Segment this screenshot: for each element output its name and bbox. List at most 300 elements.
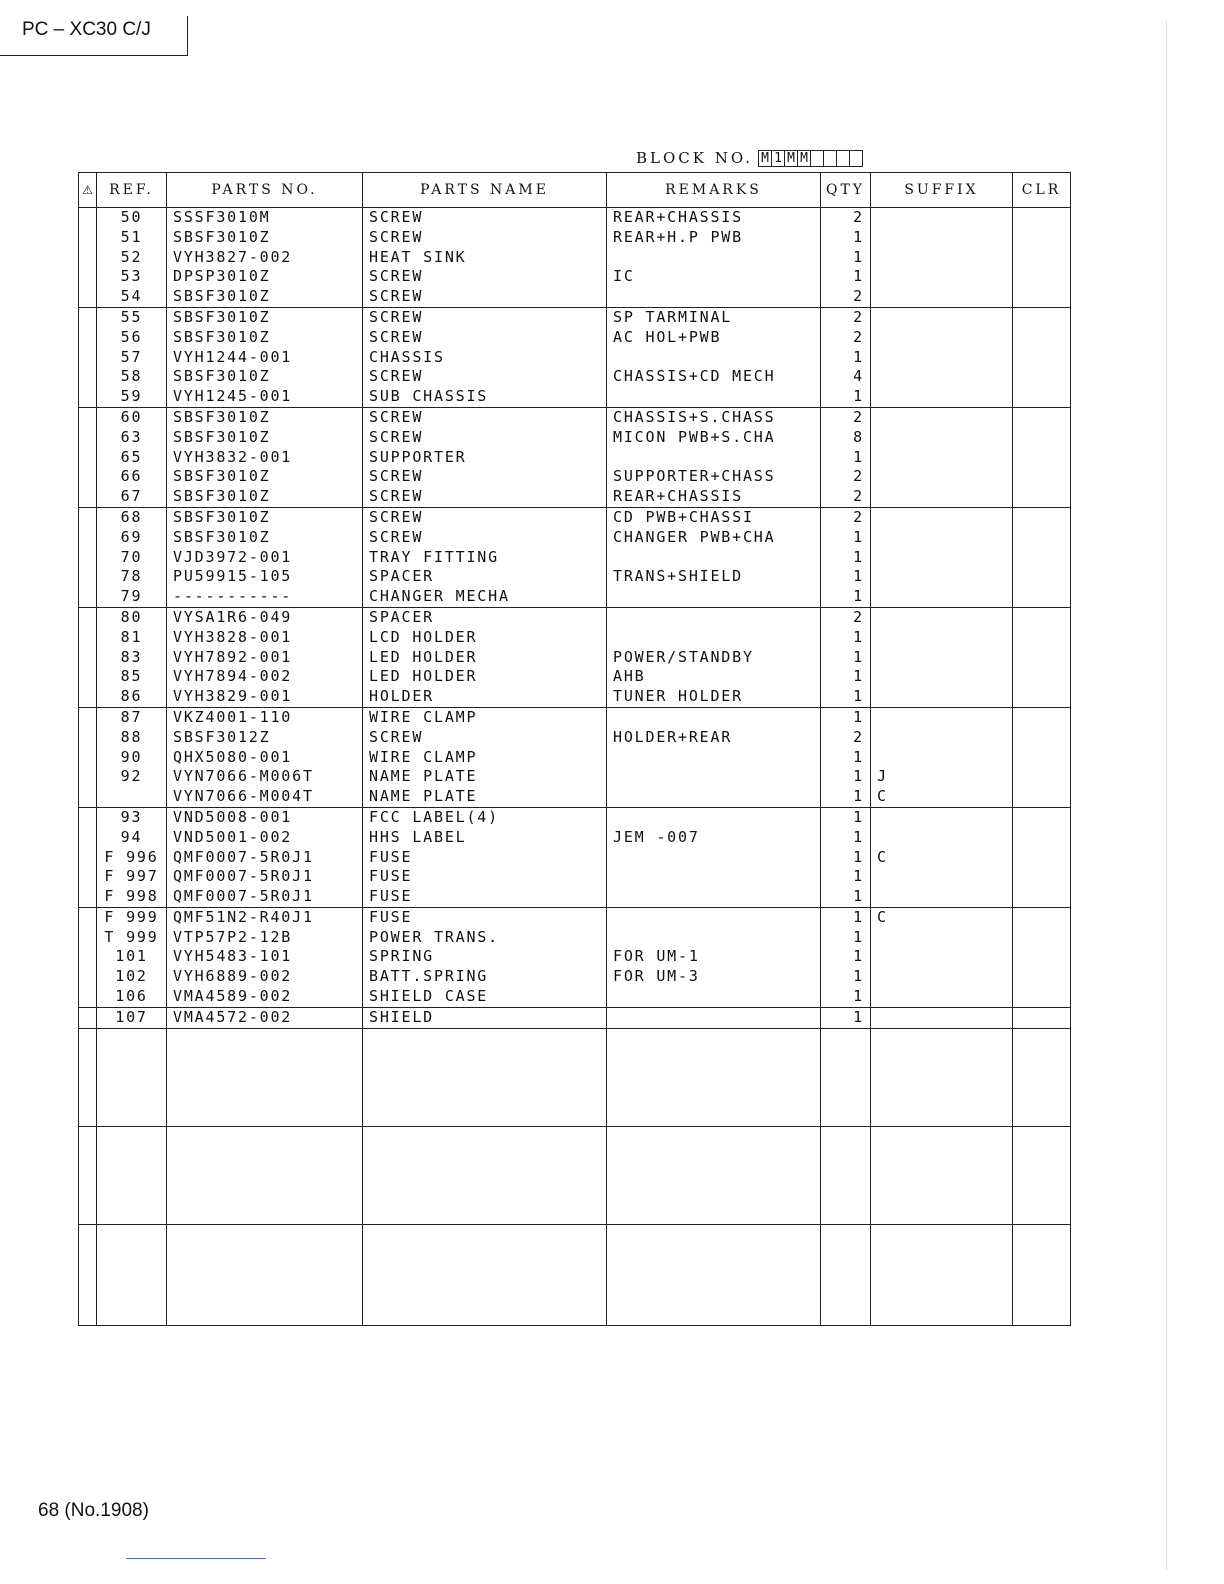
table-row xyxy=(79,307,1071,327)
parts-name-cell: BATT.SPRING xyxy=(363,967,607,987)
qty-cell: 1 xyxy=(821,907,871,927)
table-row xyxy=(79,407,1071,427)
remarks-cell: MICON PWB+S.CHA xyxy=(607,428,821,448)
caution-cell xyxy=(79,287,97,307)
parts-no-cell: PU59915-105 xyxy=(167,567,363,587)
clr-cell xyxy=(1013,448,1071,468)
ref-cell: 78 xyxy=(97,567,167,587)
parts-no-cell: SSSF3010M xyxy=(167,208,363,228)
caution-cell xyxy=(79,567,97,587)
parts-name-cell: CHANGER MECHA xyxy=(363,587,607,607)
ref-cell: 59 xyxy=(97,387,167,407)
remarks-cell xyxy=(607,987,821,1007)
col-header-parts-no: PARTS NO. xyxy=(167,173,363,208)
parts-name-cell: LCD HOLDER xyxy=(363,628,607,648)
page-edge-rule xyxy=(1166,20,1167,1570)
caution-cell xyxy=(79,967,97,987)
table-row xyxy=(79,887,1071,907)
col-header-caution xyxy=(79,173,97,208)
empty-cell xyxy=(871,1028,1013,1126)
ref-cell: 90 xyxy=(97,748,167,768)
suffix-cell xyxy=(871,728,1013,748)
parts-no-cell: SBSF3010Z xyxy=(167,428,363,448)
clr-cell xyxy=(1013,428,1071,448)
parts-name-cell: SCREW xyxy=(363,208,607,228)
remarks-cell xyxy=(607,748,821,768)
clr-cell xyxy=(1013,628,1071,648)
ref-cell: 102 xyxy=(97,967,167,987)
clr-cell xyxy=(1013,467,1071,487)
suffix-cell: J xyxy=(871,767,1013,787)
remarks-cell xyxy=(607,248,821,268)
qty-cell: 1 xyxy=(821,387,871,407)
parts-name-cell: SCREW xyxy=(363,407,607,427)
ref-cell: 67 xyxy=(97,487,167,507)
remarks-cell xyxy=(607,887,821,907)
qty-cell: 1 xyxy=(821,348,871,368)
parts-no-cell: QHX5080-001 xyxy=(167,748,363,768)
suffix-cell xyxy=(871,667,1013,687)
remarks-cell xyxy=(607,607,821,627)
qty-cell: 1 xyxy=(821,548,871,568)
qty-cell: 1 xyxy=(821,567,871,587)
parts-name-cell: SCREW xyxy=(363,267,607,287)
parts-name-cell: FUSE xyxy=(363,887,607,907)
qty-cell: 1 xyxy=(821,667,871,687)
remarks-cell xyxy=(607,807,821,827)
caution-cell xyxy=(79,387,97,407)
table-row xyxy=(79,728,1071,748)
parts-no-cell: VYH3827-002 xyxy=(167,248,363,268)
qty-cell: 1 xyxy=(821,248,871,268)
table-row xyxy=(79,667,1071,687)
clr-cell xyxy=(1013,367,1071,387)
suffix-cell xyxy=(871,967,1013,987)
table-row xyxy=(79,448,1071,468)
ref-cell: F 999 xyxy=(97,907,167,927)
ref-cell: 57 xyxy=(97,348,167,368)
caution-cell xyxy=(79,267,97,287)
clr-cell xyxy=(1013,947,1071,967)
qty-cell: 1 xyxy=(821,228,871,248)
parts-name-cell: SCREW xyxy=(363,528,607,548)
remarks-cell: IC xyxy=(607,267,821,287)
parts-no-cell: SBSF3010Z xyxy=(167,287,363,307)
empty-cell xyxy=(1013,1126,1071,1224)
table-row xyxy=(79,867,1071,887)
parts-name-cell: POWER TRANS. xyxy=(363,928,607,948)
suffix-cell xyxy=(871,467,1013,487)
block-cell: M xyxy=(758,150,772,167)
qty-cell: 1 xyxy=(821,707,871,727)
parts-no-cell: SBSF3010Z xyxy=(167,528,363,548)
remarks-cell xyxy=(607,548,821,568)
caution-cell xyxy=(79,667,97,687)
parts-no-cell: SBSF3010Z xyxy=(167,407,363,427)
empty-cell xyxy=(1013,1028,1071,1126)
empty-cell xyxy=(821,1126,871,1224)
parts-no-cell: VND5008-001 xyxy=(167,807,363,827)
block-cell: 1 xyxy=(771,150,785,167)
empty-cell xyxy=(607,1126,821,1224)
remarks-cell: REAR+CHASSIS xyxy=(607,208,821,228)
empty-cell xyxy=(363,1126,607,1224)
clr-cell xyxy=(1013,587,1071,607)
clr-cell xyxy=(1013,848,1071,868)
qty-cell: 2 xyxy=(821,307,871,327)
parts-no-cell: SBSF3010Z xyxy=(167,487,363,507)
empty-cell xyxy=(97,1224,167,1325)
suffix-cell xyxy=(871,208,1013,228)
caution-cell xyxy=(79,648,97,668)
clr-cell xyxy=(1013,807,1071,827)
clr-cell xyxy=(1013,867,1071,887)
ref-cell: 55 xyxy=(97,307,167,327)
caution-cell xyxy=(79,228,97,248)
clr-cell xyxy=(1013,748,1071,768)
qty-cell: 1 xyxy=(821,648,871,668)
suffix-cell: C xyxy=(871,848,1013,868)
remarks-cell: FOR UM-1 xyxy=(607,947,821,967)
ref-cell: 69 xyxy=(97,528,167,548)
parts-name-cell: SHIELD xyxy=(363,1007,607,1028)
empty-cell xyxy=(1013,1224,1071,1325)
suffix-cell xyxy=(871,548,1013,568)
qty-cell: 1 xyxy=(821,867,871,887)
clr-cell xyxy=(1013,1007,1071,1028)
empty-cell xyxy=(167,1028,363,1126)
suffix-cell xyxy=(871,507,1013,527)
clr-cell xyxy=(1013,348,1071,368)
ref-cell: 53 xyxy=(97,267,167,287)
empty-cell xyxy=(871,1224,1013,1325)
qty-cell: 2 xyxy=(821,407,871,427)
suffix-cell xyxy=(871,587,1013,607)
caution-cell xyxy=(79,507,97,527)
clr-cell xyxy=(1013,528,1071,548)
col-header-clr: CLR xyxy=(1013,173,1071,208)
block-cell xyxy=(810,150,824,167)
parts-no-cell: VYN7066-M006T xyxy=(167,767,363,787)
ref-cell: 79 xyxy=(97,587,167,607)
table-row xyxy=(79,748,1071,768)
clr-cell xyxy=(1013,407,1071,427)
caution-cell xyxy=(79,707,97,727)
qty-cell: 1 xyxy=(821,987,871,1007)
ref-cell: 81 xyxy=(97,628,167,648)
remarks-cell: AHB xyxy=(607,667,821,687)
caution-cell xyxy=(79,407,97,427)
clr-cell xyxy=(1013,208,1071,228)
suffix-cell xyxy=(871,228,1013,248)
table-row xyxy=(79,387,1071,407)
ref-cell: 106 xyxy=(97,987,167,1007)
clr-cell xyxy=(1013,567,1071,587)
suffix-cell xyxy=(871,248,1013,268)
ref-cell: F 998 xyxy=(97,887,167,907)
parts-name-cell: NAME PLATE xyxy=(363,767,607,787)
table-row xyxy=(79,648,1071,668)
parts-no-cell: VJD3972-001 xyxy=(167,548,363,568)
clr-cell xyxy=(1013,967,1071,987)
parts-no-cell: VYH3828-001 xyxy=(167,628,363,648)
caution-cell xyxy=(79,487,97,507)
caution-cell xyxy=(79,787,97,807)
clr-cell xyxy=(1013,687,1071,707)
empty-cell xyxy=(79,1224,97,1325)
suffix-cell xyxy=(871,928,1013,948)
warning-triangle-icon: ⚠ xyxy=(82,183,93,197)
clr-cell xyxy=(1013,607,1071,627)
parts-no-cell: SBSF3012Z xyxy=(167,728,363,748)
suffix-cell xyxy=(871,887,1013,907)
parts-no-cell: VMA4572-002 xyxy=(167,1007,363,1028)
block-cell xyxy=(849,150,863,167)
suffix-cell: C xyxy=(871,907,1013,927)
remarks-cell: POWER/STANDBY xyxy=(607,648,821,668)
remarks-cell xyxy=(607,767,821,787)
parts-name-cell: SCREW xyxy=(363,367,607,387)
parts-name-cell: HOLDER xyxy=(363,687,607,707)
ref-cell: 80 xyxy=(97,607,167,627)
qty-cell: 1 xyxy=(821,848,871,868)
ref-cell: 94 xyxy=(97,828,167,848)
suffix-cell xyxy=(871,828,1013,848)
table-row xyxy=(79,787,1071,807)
remarks-cell: AC HOL+PWB xyxy=(607,328,821,348)
ref-cell: 66 xyxy=(97,467,167,487)
table-row xyxy=(79,587,1071,607)
qty-cell: 2 xyxy=(821,607,871,627)
remarks-cell xyxy=(607,448,821,468)
table-row xyxy=(79,967,1071,987)
table-row xyxy=(79,228,1071,248)
col-header-qty: QTY xyxy=(821,173,871,208)
parts-no-cell: QMF0007-5R0J1 xyxy=(167,887,363,907)
clr-cell xyxy=(1013,507,1071,527)
remarks-cell xyxy=(607,348,821,368)
empty-cell xyxy=(97,1028,167,1126)
empty-row xyxy=(79,1028,1071,1126)
qty-cell: 1 xyxy=(821,448,871,468)
ref-cell: 63 xyxy=(97,428,167,448)
clr-cell xyxy=(1013,887,1071,907)
parts-name-cell: SHIELD CASE xyxy=(363,987,607,1007)
caution-cell xyxy=(79,687,97,707)
parts-no-cell: VYH7894-002 xyxy=(167,667,363,687)
parts-name-cell: SUPPORTER xyxy=(363,448,607,468)
caution-cell xyxy=(79,348,97,368)
parts-name-cell: HEAT SINK xyxy=(363,248,607,268)
parts-no-cell: QMF0007-5R0J1 xyxy=(167,848,363,868)
qty-cell: 1 xyxy=(821,828,871,848)
block-number-label: BLOCK NO. xyxy=(636,149,754,167)
qty-cell: 8 xyxy=(821,428,871,448)
clr-cell xyxy=(1013,548,1071,568)
ref-cell: 107 xyxy=(97,1007,167,1028)
ref-cell: 50 xyxy=(97,208,167,228)
suffix-cell xyxy=(871,528,1013,548)
page-number: 68 (No.1908) xyxy=(38,1500,149,1521)
clr-cell xyxy=(1013,907,1071,927)
caution-cell xyxy=(79,907,97,927)
empty-cell xyxy=(871,1126,1013,1224)
qty-cell: 4 xyxy=(821,367,871,387)
table-row xyxy=(79,287,1071,307)
qty-cell: 1 xyxy=(821,528,871,548)
table-row xyxy=(79,848,1071,868)
block-number xyxy=(636,148,863,168)
table-row xyxy=(79,828,1071,848)
caution-cell xyxy=(79,607,97,627)
caution-cell xyxy=(79,467,97,487)
parts-name-cell: WIRE CLAMP xyxy=(363,707,607,727)
qty-cell: 1 xyxy=(821,967,871,987)
suffix-cell xyxy=(871,607,1013,627)
remarks-cell: JEM -007 xyxy=(607,828,821,848)
clr-cell xyxy=(1013,728,1071,748)
clr-cell xyxy=(1013,248,1071,268)
remarks-cell xyxy=(607,628,821,648)
suffix-cell xyxy=(871,407,1013,427)
qty-cell: 2 xyxy=(821,728,871,748)
ref-cell: 101 xyxy=(97,947,167,967)
caution-cell xyxy=(79,248,97,268)
parts-no-cell: SBSF3010Z xyxy=(167,228,363,248)
caution-cell xyxy=(79,987,97,1007)
suffix-cell: C xyxy=(871,787,1013,807)
footer-rule xyxy=(126,1558,266,1559)
caution-cell xyxy=(79,307,97,327)
suffix-cell xyxy=(871,1007,1013,1028)
remarks-cell: TUNER HOLDER xyxy=(607,687,821,707)
remarks-cell xyxy=(607,907,821,927)
table-row xyxy=(79,928,1071,948)
caution-cell xyxy=(79,728,97,748)
qty-cell: 1 xyxy=(821,748,871,768)
empty-cell xyxy=(607,1028,821,1126)
empty-cell xyxy=(607,1224,821,1325)
qty-cell: 2 xyxy=(821,208,871,228)
qty-cell: 1 xyxy=(821,1007,871,1028)
ref-cell: 85 xyxy=(97,667,167,687)
clr-cell xyxy=(1013,648,1071,668)
ref-cell: 70 xyxy=(97,548,167,568)
ref-cell: 58 xyxy=(97,367,167,387)
qty-cell: 1 xyxy=(821,687,871,707)
ref-cell: 83 xyxy=(97,648,167,668)
parts-name-cell: SCREW xyxy=(363,728,607,748)
parts-name-cell: SCREW xyxy=(363,287,607,307)
parts-no-cell: VND5001-002 xyxy=(167,828,363,848)
remarks-cell: CHANGER PWB+CHA xyxy=(607,528,821,548)
suffix-cell xyxy=(871,348,1013,368)
table-row xyxy=(79,208,1071,228)
parts-name-cell: SPACER xyxy=(363,607,607,627)
ref-cell: F 997 xyxy=(97,867,167,887)
parts-list-table xyxy=(78,172,1071,1326)
qty-cell: 2 xyxy=(821,507,871,527)
table-row xyxy=(79,328,1071,348)
suffix-cell xyxy=(871,448,1013,468)
clr-cell xyxy=(1013,667,1071,687)
ref-cell: 87 xyxy=(97,707,167,727)
qty-cell: 1 xyxy=(821,947,871,967)
ref-cell xyxy=(97,787,167,807)
suffix-cell xyxy=(871,367,1013,387)
parts-no-cell: VTP57P2-12B xyxy=(167,928,363,948)
suffix-cell xyxy=(871,567,1013,587)
table-row xyxy=(79,528,1071,548)
qty-cell: 1 xyxy=(821,267,871,287)
parts-name-cell: LED HOLDER xyxy=(363,648,607,668)
suffix-cell xyxy=(871,867,1013,887)
caution-cell xyxy=(79,528,97,548)
parts-no-cell: SBSF3010Z xyxy=(167,467,363,487)
col-header-suffix: SUFFIX xyxy=(871,173,1013,208)
remarks-cell xyxy=(607,867,821,887)
remarks-cell: CHASSIS+CD MECH xyxy=(607,367,821,387)
ref-cell: 54 xyxy=(97,287,167,307)
table-row xyxy=(79,947,1071,967)
table-row xyxy=(79,267,1071,287)
suffix-cell xyxy=(871,387,1013,407)
block-cell: M xyxy=(784,150,798,167)
parts-no-cell: ----------- xyxy=(167,587,363,607)
remarks-cell: REAR+CHASSIS xyxy=(607,487,821,507)
parts-name-cell: SCREW xyxy=(363,307,607,327)
parts-no-cell: SBSF3010Z xyxy=(167,507,363,527)
caution-cell xyxy=(79,208,97,228)
table-row xyxy=(79,707,1071,727)
clr-cell xyxy=(1013,328,1071,348)
parts-name-cell: SUB CHASSIS xyxy=(363,387,607,407)
parts-no-cell: VYH5483-101 xyxy=(167,947,363,967)
block-cell xyxy=(823,150,837,167)
clr-cell xyxy=(1013,707,1071,727)
parts-no-cell: VYSA1R6-049 xyxy=(167,607,363,627)
remarks-cell: SUPPORTER+CHASS xyxy=(607,467,821,487)
caution-cell xyxy=(79,628,97,648)
caution-cell xyxy=(79,807,97,827)
clr-cell xyxy=(1013,387,1071,407)
table-row xyxy=(79,487,1071,507)
col-header-remarks: REMARKS xyxy=(607,173,821,208)
ref-cell: 56 xyxy=(97,328,167,348)
remarks-cell: TRANS+SHIELD xyxy=(607,567,821,587)
parts-no-cell: SBSF3010Z xyxy=(167,367,363,387)
parts-no-cell: VYH1245-001 xyxy=(167,387,363,407)
suffix-cell xyxy=(871,287,1013,307)
table-row xyxy=(79,567,1071,587)
caution-cell xyxy=(79,848,97,868)
remarks-cell xyxy=(607,707,821,727)
parts-name-cell: TRAY FITTING xyxy=(363,548,607,568)
parts-no-cell: QMF0007-5R0J1 xyxy=(167,867,363,887)
ref-cell: 65 xyxy=(97,448,167,468)
parts-name-cell: LED HOLDER xyxy=(363,667,607,687)
ref-cell: 88 xyxy=(97,728,167,748)
caution-cell xyxy=(79,928,97,948)
remarks-cell xyxy=(607,928,821,948)
empty-cell xyxy=(97,1126,167,1224)
parts-name-cell: SCREW xyxy=(363,328,607,348)
parts-name-cell: FCC LABEL(4) xyxy=(363,807,607,827)
parts-name-cell: SCREW xyxy=(363,428,607,448)
caution-cell xyxy=(79,367,97,387)
parts-no-cell: VYH1244-001 xyxy=(167,348,363,368)
clr-cell xyxy=(1013,287,1071,307)
